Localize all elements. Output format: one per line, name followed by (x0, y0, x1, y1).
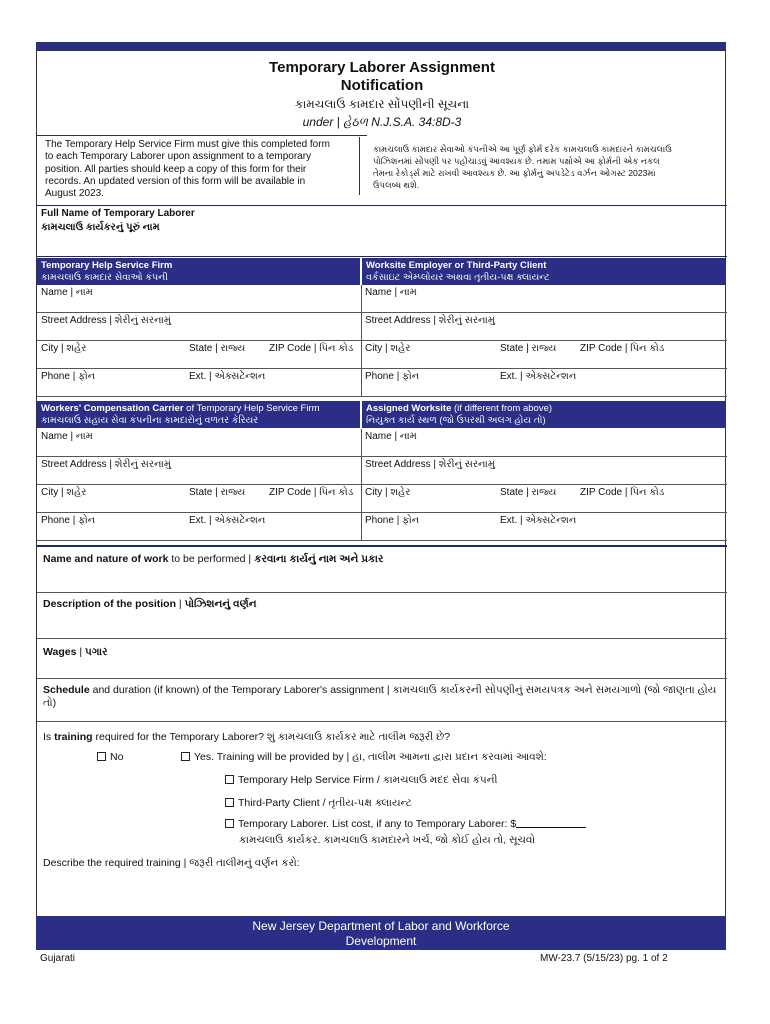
field-label: State | રાજ્ય (189, 343, 246, 354)
worksite-phone-field[interactable] (362, 369, 727, 397)
field-label: Street Address | શેરીનું સરનામું (41, 315, 171, 326)
training-question-post: required for the Temporary Laborer? શું કામચલાઉ કાર્યકર માટે તાલીમ જરૂરી છે? (92, 731, 451, 743)
wages-separator: | (76, 646, 86, 658)
statute-reference: under | હેઠળ N.J.S.A. 34:8D-3 (302, 115, 462, 129)
training-provider-client-checkbox[interactable] (225, 797, 412, 810)
section-header-worksite (362, 258, 726, 285)
field-label: Name | નામ (365, 431, 417, 442)
form-identifier: MW-23.7 (5/15/23) pg. 1 of 2 (540, 953, 668, 964)
section-divider (37, 678, 727, 679)
field-label: Phone | ફોન (365, 371, 420, 382)
thsf-title: Temporary Help Service Firm (41, 260, 173, 271)
worksite-title-gu: વર્કસાઇટ એમ્પ્લોયર અથવા તૃતીય-પક્ષ ક્લાયન્ટ (366, 272, 550, 283)
worksite-city-state-zip-field[interactable] (362, 341, 727, 369)
training-question-pre: Is (43, 731, 55, 743)
work-nature-label-gu: કરવાના કાર્યનું નામ અને પ્રકાર (254, 553, 384, 565)
full-name-field[interactable] (37, 205, 727, 257)
section-header-assigned (362, 401, 726, 428)
training-no-label: No (110, 751, 124, 763)
footer-banner (36, 916, 726, 950)
checkbox-icon (97, 752, 106, 761)
form-frame (36, 50, 726, 950)
field-label: Name | નામ (41, 431, 93, 442)
thsf-phone-field[interactable] (37, 369, 361, 397)
field-label: City | શહેર (41, 343, 87, 354)
assigned-title (366, 403, 552, 414)
training-cost-gu: કામચલાઉ કાર્યકર. કામચલાઉ કામદારને ખર્ચ, જો કોઈ હોય તો, સૂચવો (239, 834, 536, 846)
department-name-line-1: New Jersey Department of Labor and Workforce (252, 919, 510, 933)
training-yes-checkbox[interactable] (181, 751, 547, 764)
section-header-wcc (37, 401, 360, 428)
intro-divider (37, 135, 367, 136)
position-description-label: Description of the position (43, 598, 176, 610)
field-label: State | રાજ્ય (500, 487, 557, 498)
field-label: City | શહેર (41, 487, 87, 498)
field-label: Phone | ફોન (41, 515, 96, 526)
position-description-field[interactable] (43, 598, 733, 611)
schedule-label-rest: and duration (if known) of the Temporary Laborer's assignment | કામચલાઉ કાર્યકરની સોંપણીનું સમયપત્રક અને સમયગાળો (જો જાણતા હોય તો) (43, 684, 717, 709)
thsf-title-gu: કામચલાઉ કામદાર સેવાઓ કંપની (41, 272, 168, 283)
section-divider (37, 545, 727, 547)
assigned-title-gu: નિયુક્ત કાર્ય સ્થળ (જો ઉપરથી અલગ હોય તો) (366, 415, 546, 426)
form-title (37, 59, 727, 95)
wages-field[interactable] (43, 646, 733, 659)
intro-gujarati: કામચલાઉ કામદાર સેવાઓ કંપનીએ આ પૂર્ણ ફોર્મ દરેક કામચલાઉ કામદારને કામચલાઉ પોઝિશનમાં સોંપણી પર પહોંચાડવું આવશ્યક છે. તમામ પક્ષોએ આ ફોર્મની એક નકલ તેમના રેકોર્ડ્સ માટે રાખવી આવશ્યક છે. આ ફોર્મનું અપડેટેડ વર્ઝન ઓગસ્ટ 2023માં ઉપલબ્ધ થશે. (373, 144, 672, 190)
full-name-label-gu: કામચલાઉ કાર્યકરનું પૂરું નામ (41, 222, 160, 233)
training-yes-label: Yes. Training will be provided by | હા, તાલીમ આમના દ્વારા પ્રદાન કરવામાં આવશે: (194, 751, 547, 763)
field-label: Name | નામ (41, 287, 93, 298)
worksite-name-field[interactable] (362, 285, 727, 313)
work-nature-separator: to be performed | (168, 553, 255, 565)
section-divider (37, 721, 727, 722)
field-label: Phone | ફોન (41, 371, 96, 382)
field-label: ZIP Code | પિન કોડ (580, 487, 665, 498)
assigned-city-state-zip-field[interactable] (362, 485, 727, 513)
column-divider (361, 285, 362, 397)
field-label: Street Address | શેરીનું સરનામું (41, 459, 171, 470)
column-divider (361, 429, 362, 541)
thsf-city-state-zip-field[interactable] (37, 341, 361, 369)
field-label: Name | નામ (365, 287, 417, 298)
checkbox-icon (225, 775, 234, 784)
wcc-title (41, 403, 320, 414)
field-label: Street Address | શેરીનું સરનામું (365, 315, 495, 326)
field-label: City | શહેર (365, 487, 411, 498)
worksite-street-field[interactable] (362, 313, 727, 341)
position-description-separator: | (176, 598, 185, 610)
cost-input-line[interactable] (516, 818, 586, 828)
schedule-label: Schedule (43, 684, 90, 696)
training-provider-laborer-label: Temporary Laborer. List cost, if any to Temporary Laborer: $ (238, 818, 517, 830)
training-provider-thsf-checkbox[interactable] (225, 774, 498, 787)
full-name-label: Full Name of Temporary Laborer (41, 208, 195, 219)
training-question (43, 731, 733, 744)
field-label: Ext. | એક્સટેન્શન (500, 371, 577, 382)
field-label: State | રાજ્ય (500, 343, 557, 354)
worksite-title: Worksite Employer or Third-Party Client (366, 260, 547, 271)
field-label: Ext. | એક્સટેન્શન (500, 515, 577, 526)
wcc-title-bold: Workers' Compensation Carrier (41, 403, 184, 414)
assigned-name-field[interactable] (362, 429, 727, 457)
training-question-bold: training (54, 731, 93, 743)
training-no-checkbox[interactable] (97, 751, 123, 763)
assigned-street-field[interactable] (362, 457, 727, 485)
language-label: Gujarati (40, 953, 76, 964)
assigned-title-bold: Assigned Worksite (366, 403, 452, 414)
top-accent-bar (36, 42, 726, 50)
work-nature-field[interactable] (43, 553, 733, 566)
field-label: ZIP Code | પિન કોડ (580, 343, 665, 354)
position-description-label-gu: પોઝિશનનું વર્ણન (184, 598, 257, 610)
training-provider-client-label: Third-Party Client / તૃતીય-પક્ષ ક્લાયન્ટ (238, 797, 412, 809)
wcc-name-field[interactable] (37, 429, 361, 457)
training-provider-laborer-checkbox[interactable] (225, 818, 586, 830)
field-label: ZIP Code | પિન કોડ (269, 487, 354, 498)
wages-label: Wages (43, 646, 77, 658)
title-gujarati: કામચલાઉ કામદાર સોંપણીની સૂચના (294, 97, 470, 111)
schedule-field[interactable] (43, 684, 719, 710)
field-label: Phone | ફોન (365, 515, 420, 526)
wcc-city-state-zip-field[interactable] (37, 485, 361, 513)
intro-english: The Temporary Help Service Firm must give this completed form to each Temporary Laborer upon assignment to a temporary position. All parties should keep a copy of this form for their records. An updated version of this form will be available in August 2023. (45, 139, 330, 200)
wcc-title-rest: of Temporary Help Service Firm (183, 403, 320, 414)
section-divider (37, 638, 727, 639)
thsf-street-field[interactable] (37, 313, 361, 341)
field-label: Ext. | એક્સટેન્શન (189, 515, 266, 526)
checkbox-icon (225, 819, 234, 828)
assigned-phone-field[interactable] (362, 513, 727, 541)
section-header-thsf (37, 258, 360, 285)
wages-label-gu: પગાર (85, 646, 108, 658)
field-label: Ext. | એક્સટેન્શન (189, 371, 266, 382)
section-divider (37, 592, 727, 593)
thsf-name-field[interactable] (37, 285, 361, 313)
work-nature-label: Name and nature of work (43, 553, 169, 565)
checkbox-icon (225, 798, 234, 807)
training-provider-thsf-label: Temporary Help Service Firm / કામચલાઉ મદદ સેવા કંપની (238, 774, 498, 786)
checkbox-icon (181, 752, 190, 761)
wcc-street-field[interactable] (37, 457, 361, 485)
field-label: ZIP Code | પિન કોડ (269, 343, 354, 354)
training-description-field[interactable]: Describe the required training | જરૂરી તાલીમનું વર્ણન કરો: (43, 857, 300, 869)
field-label: City | શહેર (365, 343, 411, 354)
wcc-phone-field[interactable] (37, 513, 361, 541)
title-line-2: Notification (340, 77, 424, 94)
intro-vertical-divider (359, 137, 360, 195)
department-name-line-2: Development (345, 934, 417, 948)
field-label: State | રાજ્ય (189, 487, 246, 498)
title-line-1: Temporary Laborer Assignment (269, 59, 495, 76)
wcc-title-gu: કામચલાઉ સહાય સેવા કંપનીના કામદારોનું વળતર કેરિયર (41, 415, 259, 426)
assigned-title-rest: (if different from above) (451, 403, 553, 414)
field-label: Street Address | શેરીનું સરનામું (365, 459, 495, 470)
